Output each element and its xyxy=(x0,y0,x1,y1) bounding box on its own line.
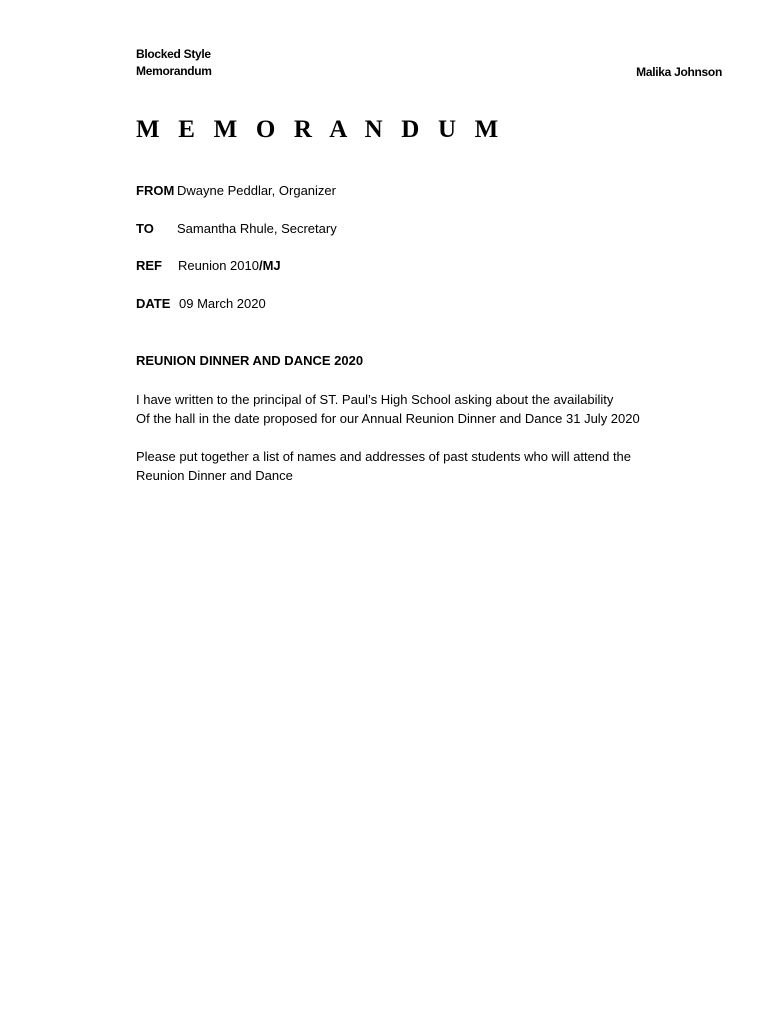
memo-subject: REUNION DINNER AND DANCE 2020 xyxy=(136,353,364,368)
body-paragraph-2 xyxy=(136,447,736,485)
header-left xyxy=(136,46,212,80)
header-doc-type: Memorandum xyxy=(136,64,212,78)
to-value: Samantha Rhule, Secretary xyxy=(177,221,337,236)
paragraph-1-line-2: Of the hall in the date proposed for our Annual Reunion Dinner and Dance 31 July 2020 xyxy=(136,411,640,426)
ref-field xyxy=(136,257,281,275)
ref-suffix: /MJ xyxy=(258,258,281,273)
from-value: Dwayne Peddlar, Organizer xyxy=(177,183,336,198)
ref-label: REF xyxy=(136,258,162,273)
to-label: TO xyxy=(136,221,154,236)
date-field xyxy=(136,295,266,313)
to-field xyxy=(136,220,337,238)
paragraph-2-line-2: Reunion Dinner and Dance xyxy=(136,468,293,483)
paragraph-1-line-1: I have written to the principal of ST. Paul’s High School asking about the availability xyxy=(136,392,614,407)
memo-title: M E M O R A N D U M xyxy=(136,116,505,143)
ref-value: Reunion 2010 xyxy=(178,258,259,273)
paragraph-2-line-1: Please put together a list of names and addresses of past students who will attend the xyxy=(136,449,632,464)
date-value: 09 March 2020 xyxy=(179,296,266,311)
header-style-label: Blocked Style xyxy=(136,47,211,61)
date-label: DATE xyxy=(136,296,171,311)
body-paragraph-1 xyxy=(136,390,736,428)
from-field xyxy=(136,182,336,200)
header-author: Malika Johnson xyxy=(636,65,722,79)
from-label: FROM xyxy=(136,183,175,198)
